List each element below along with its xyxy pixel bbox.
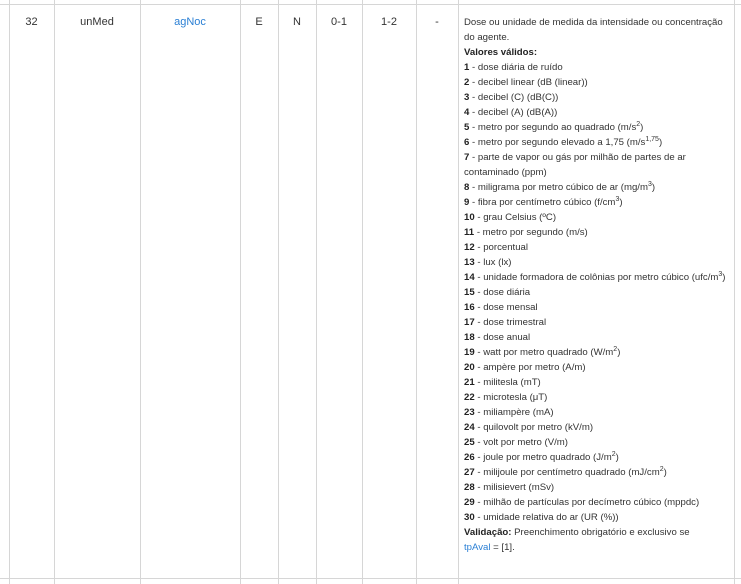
valid-value-item xyxy=(464,195,734,210)
valid-value-item xyxy=(464,270,734,285)
valid-value-item xyxy=(464,390,734,405)
valid-value-item xyxy=(464,420,734,435)
valid-value-code: 4 xyxy=(464,107,470,118)
valid-value-item xyxy=(464,435,734,450)
valid-value-code: 5 xyxy=(464,122,470,133)
valid-value-item xyxy=(464,300,734,315)
valid-value-item xyxy=(464,465,734,480)
valid-value-text: - metro por segundo (m/s) xyxy=(474,227,588,238)
cell-size: 1-2 xyxy=(381,16,397,28)
valid-values-title: Valores válidos: xyxy=(464,47,538,58)
valid-value-text: - porcentual xyxy=(474,242,528,253)
valid-value-text: - grau Celsius (ºC) xyxy=(474,212,557,223)
cell-field-name: unMed xyxy=(80,16,114,28)
row-bottom-border xyxy=(0,578,741,579)
valid-value-text-end: ) xyxy=(663,467,667,478)
valid-value-item xyxy=(464,210,734,225)
col-border xyxy=(278,0,279,584)
valid-value-item xyxy=(464,225,734,240)
valid-value-item xyxy=(464,150,734,180)
valid-value-text-end: ) xyxy=(619,197,623,208)
valid-value-text: - joule por metro quadrado (J/m xyxy=(474,452,612,463)
valid-value-code: 3 xyxy=(464,92,470,103)
col-border xyxy=(140,0,141,584)
valid-value-code: 21 xyxy=(464,377,475,388)
valid-value-text: - volt por metro (V/m) xyxy=(474,437,568,448)
valid-value-exponent: 1,75 xyxy=(645,135,659,143)
col-border xyxy=(54,0,55,584)
description-intro: Dose ou unidade de medida da intensidade ou concentração do agente. xyxy=(464,17,723,43)
valid-value-text: - decibel (C) (dB(C)) xyxy=(469,92,559,103)
valid-value-item xyxy=(464,375,734,390)
valid-value-text: - dose diária xyxy=(474,287,531,298)
valid-value-item xyxy=(464,255,734,270)
validation-end: = [1]. xyxy=(490,542,515,553)
validation-text: Preenchimento obrigatório e exclusivo se xyxy=(511,527,690,538)
valid-value-item xyxy=(464,450,734,465)
valid-value-code: 28 xyxy=(464,482,475,493)
valid-value-code: 30 xyxy=(464,512,475,523)
valid-value-item xyxy=(464,330,734,345)
valid-value-code: 18 xyxy=(464,332,475,343)
valid-value-item xyxy=(464,60,734,75)
valid-value-item xyxy=(464,495,734,510)
valid-value-exponent: 2 xyxy=(611,450,616,458)
valid-value-item xyxy=(464,90,734,105)
row-top-border xyxy=(0,4,741,5)
valid-value-item xyxy=(464,345,734,360)
valid-value-item xyxy=(464,285,734,300)
col-border xyxy=(458,0,459,584)
valid-value-text: - dose diária de ruído xyxy=(469,62,563,73)
valid-value-text: - unidade formadora de colônias por metro cúbico (ufc/m xyxy=(474,272,719,283)
valid-value-code: 14 xyxy=(464,272,475,283)
valid-value-text: - umidade relativa do ar (UR (%)) xyxy=(474,512,619,523)
valid-value-text-end: ) xyxy=(651,182,656,193)
valid-value-code: 20 xyxy=(464,362,475,373)
valid-value-item xyxy=(464,315,734,330)
valid-value-item xyxy=(464,405,734,420)
valid-value-text-end: ) xyxy=(617,347,621,358)
tpaval-link[interactable]: tpAval xyxy=(464,542,491,553)
valid-value-exponent: 3 xyxy=(718,270,723,278)
valid-value-text: - decibel linear (dB (linear)) xyxy=(469,77,588,88)
cell-group-link[interactable]: agNoc xyxy=(174,16,206,28)
valid-value-text: - microtesla (μT) xyxy=(474,392,548,403)
valid-value-text: - decibel (A) (dB(A)) xyxy=(469,107,558,118)
valid-value-exponent: 3 xyxy=(615,195,620,203)
valid-value-code: 13 xyxy=(464,257,475,268)
valid-value-code: 10 xyxy=(464,212,475,223)
valid-value-code: 23 xyxy=(464,407,475,418)
valid-value-item xyxy=(464,105,734,120)
valid-value-item xyxy=(464,510,734,525)
valid-value-text-end: ) xyxy=(640,122,644,133)
valid-value-text: - watt por metro quadrado (W/m xyxy=(474,347,614,358)
valid-value-item xyxy=(464,75,734,90)
valid-value-text: - metro por segundo elevado a 1,75 (m/s xyxy=(469,137,646,148)
valid-value-code: 16 xyxy=(464,302,475,313)
valid-value-exponent: 3 xyxy=(647,180,652,188)
valid-value-exponent: 2 xyxy=(636,120,641,128)
valid-value-text: - dose trimestral xyxy=(474,317,547,328)
valid-value-text: - lux (lx) xyxy=(474,257,512,268)
col-border xyxy=(734,0,735,584)
valid-value-text-end: ) xyxy=(615,452,619,463)
col-border xyxy=(240,0,241,584)
valid-value-code: 27 xyxy=(464,467,475,478)
valid-value-code: 7 xyxy=(464,152,470,163)
cell-element: E xyxy=(255,16,263,28)
col-border xyxy=(316,0,317,584)
validation-rule xyxy=(464,525,734,555)
valid-value-code: 17 xyxy=(464,317,475,328)
cell-seq: 32 xyxy=(25,16,38,28)
valid-value-text-end: ) xyxy=(722,272,726,283)
valid-value-code: 22 xyxy=(464,392,475,403)
valid-value-text: - miligrama por metro cúbico de ar (mg/m xyxy=(469,182,648,193)
valid-value-text: - ampère por metro (A/m) xyxy=(474,362,586,373)
col-border xyxy=(362,0,363,584)
valid-values-list xyxy=(464,60,734,525)
valid-value-item xyxy=(464,360,734,375)
valid-value-exponent: 2 xyxy=(613,345,618,353)
valid-value-code: 12 xyxy=(464,242,475,253)
valid-value-text: - dose mensal xyxy=(474,302,538,313)
valid-value-text: - miliampère (mA) xyxy=(474,407,554,418)
valid-value-text: - milijoule por centímetro quadrado (mJ/cm xyxy=(474,467,660,478)
valid-value-code: 11 xyxy=(464,227,475,238)
valid-value-code: 19 xyxy=(464,347,475,358)
valid-value-text-end: ) xyxy=(658,137,663,148)
cell-type: N xyxy=(293,16,301,28)
valid-value-item xyxy=(464,135,734,150)
valid-value-text: - quilovolt por metro (kV/m) xyxy=(474,422,594,433)
valid-value-text: - metro por segundo ao quadrado (m/s xyxy=(469,122,637,133)
valid-value-exponent: 2 xyxy=(659,465,664,473)
valid-value-text: - milhão de partículas por decímetro cúbico (mppdc) xyxy=(474,497,700,508)
cell-decimals: - xyxy=(435,16,439,28)
col-border xyxy=(416,0,417,584)
valid-value-code: 29 xyxy=(464,497,475,508)
valid-value-code: 24 xyxy=(464,422,475,433)
valid-value-text: - dose anual xyxy=(474,332,531,343)
valid-value-code: 6 xyxy=(464,137,470,148)
valid-value-text: - militesla (mT) xyxy=(474,377,541,388)
validation-label: Validação: xyxy=(464,527,512,538)
col-border xyxy=(9,0,10,584)
valid-value-text: - milisievert (mSv) xyxy=(474,482,555,493)
valid-value-code: 25 xyxy=(464,437,475,448)
valid-value-code: 2 xyxy=(464,77,470,88)
valid-value-item xyxy=(464,240,734,255)
valid-value-text: - fibra por centímetro cúbico (f/cm xyxy=(469,197,616,208)
valid-value-item xyxy=(464,180,734,195)
valid-value-code: 8 xyxy=(464,182,470,193)
valid-value-code: 15 xyxy=(464,287,475,298)
valid-value-item xyxy=(464,120,734,135)
cell-occurrence: 0-1 xyxy=(331,16,347,28)
cell-description xyxy=(464,15,734,555)
valid-value-item xyxy=(464,480,734,495)
valid-value-text: - parte de vapor ou gás por milhão de partes de ar contaminado (ppm) xyxy=(464,152,686,178)
valid-value-code: 1 xyxy=(464,62,470,73)
valid-value-code: 26 xyxy=(464,452,475,463)
valid-value-code: 9 xyxy=(464,197,470,208)
